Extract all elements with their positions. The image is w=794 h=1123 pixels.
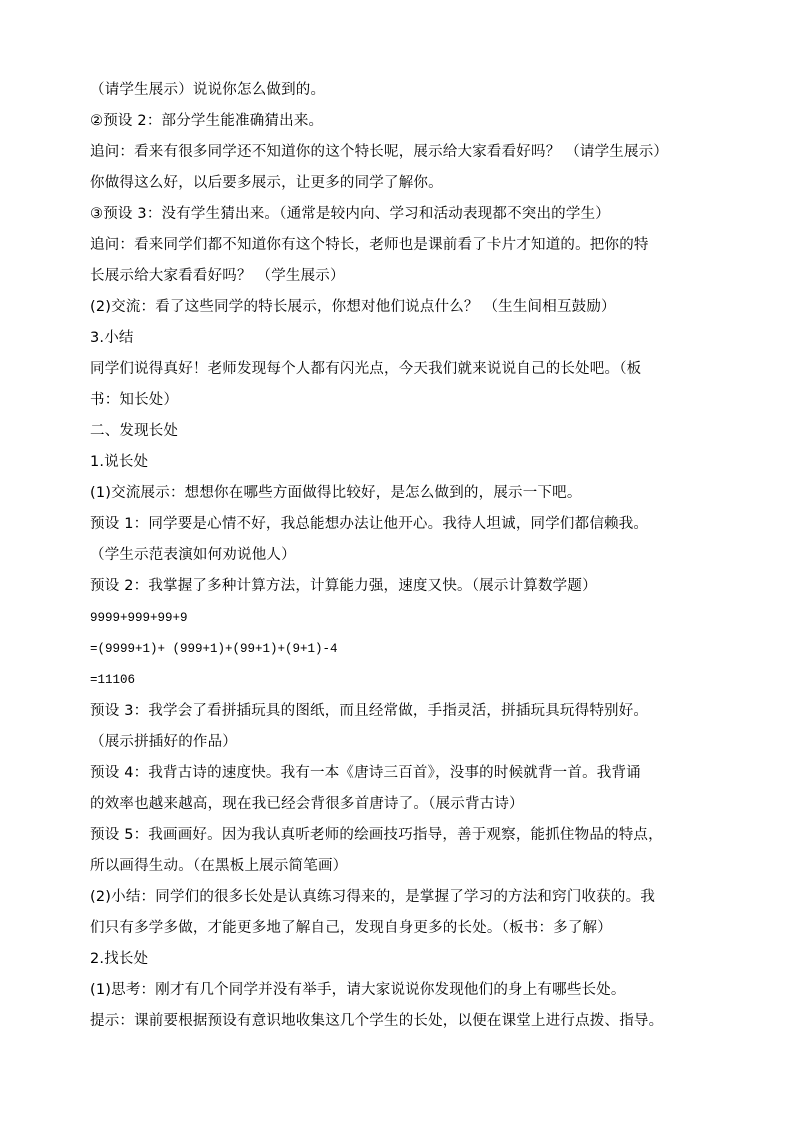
section-heading: 2.找长处	[90, 951, 149, 967]
text-line: 们只有多学多做，才能更多地了解自己，发现自身更多的长处。（板书：多了解）	[90, 920, 612, 936]
section-heading: 3.小结	[90, 330, 134, 346]
text-line: 同学们说得真好！老师发现每个人都有闪光点，今天我们就来说说自己的长处吧。（板	[90, 361, 642, 377]
text-line: 预设 5：我画画好。因为我认真听老师的绘画技巧指导，善于观察，能抓住物品的特点，	[90, 827, 663, 843]
math-line: =(9999+1)+ (999+1)+(99+1)+(9+1)-4	[90, 642, 338, 656]
text-line: ②预设 2：部分学生能准确猜出来。	[90, 113, 324, 129]
text-line: (2)小结：同学们的很多长处是认真练习得来的，是掌握了学习的方法和窍门收获的。我	[90, 889, 656, 905]
text-line: 长展示给大家看看好吗？ （学生展示）	[90, 268, 345, 284]
text-line: ③预设 3：没有学生猜出来。（通常是较内向、学习和活动表现都不突出的学生）	[90, 206, 610, 222]
text-line: （展示拼插好的作品）	[90, 734, 237, 750]
math-line: =11106	[90, 673, 136, 687]
text-line: 所以画得生动。（在黑板上展示简笔画）	[90, 858, 348, 874]
text-line: 提示：课前要根据预设有意识地收集这几个学生的长处，以便在课堂上进行点拨、指导。	[90, 1013, 664, 1029]
text-line: 你做得这么好，以后要多展示，让更多的同学了解你。	[90, 175, 443, 191]
section-heading: 二、发现长处	[90, 423, 179, 439]
text-line: 追问：看来有很多同学还不知道你的这个特长呢，展示给大家看看好吗？ （请学生展示）	[90, 144, 669, 160]
text-line: 预设 3：我学会了看拼插玩具的图纸，而且经常做，手指灵活，拼插玩具玩得特别好。	[90, 703, 649, 719]
text-line: 的效率也越来越高，现在我已经会背很多首唐诗了。（展示背古诗）	[90, 796, 524, 812]
text-line: (1)交流展示：想想你在哪些方面做得比较好，是怎么做到的，展示一下吧。	[90, 485, 582, 501]
text-line: 预设 1：同学要是心情不好，我总能想办法让他开心。我待人坦诚，同学们都信赖我。	[90, 516, 649, 532]
math-line: 9999+999+99+9	[90, 611, 188, 625]
text-line: 预设 2：我掌握了多种计算方法，计算能力强，速度又快。（展示计算数学题）	[90, 578, 597, 594]
text-line: (1)思考：刚才有几个同学并没有举手，请大家说说你发现他们的身上有哪些长处。	[90, 982, 626, 998]
text-line: 书：知长处）	[90, 392, 179, 408]
section-heading: 1.说长处	[90, 454, 149, 470]
text-line: 预设 4：我背古诗的速度快。我有一本《唐诗三百首》，没事的时候就背一首。我背诵	[90, 765, 641, 781]
text-line: （请学生展示）说说你怎么做到的。	[90, 82, 326, 98]
text-line: 追问：看来同学们都不知道你有这个特长，老师也是课前看了卡片才知道的。把你的特	[90, 237, 649, 253]
text-line: （学生示范表演如何劝说他人）	[90, 547, 296, 563]
text-line: (2)交流：看了这些同学的特长展示，你想对他们说点什么？ （生生间相互鼓励）	[90, 299, 616, 315]
